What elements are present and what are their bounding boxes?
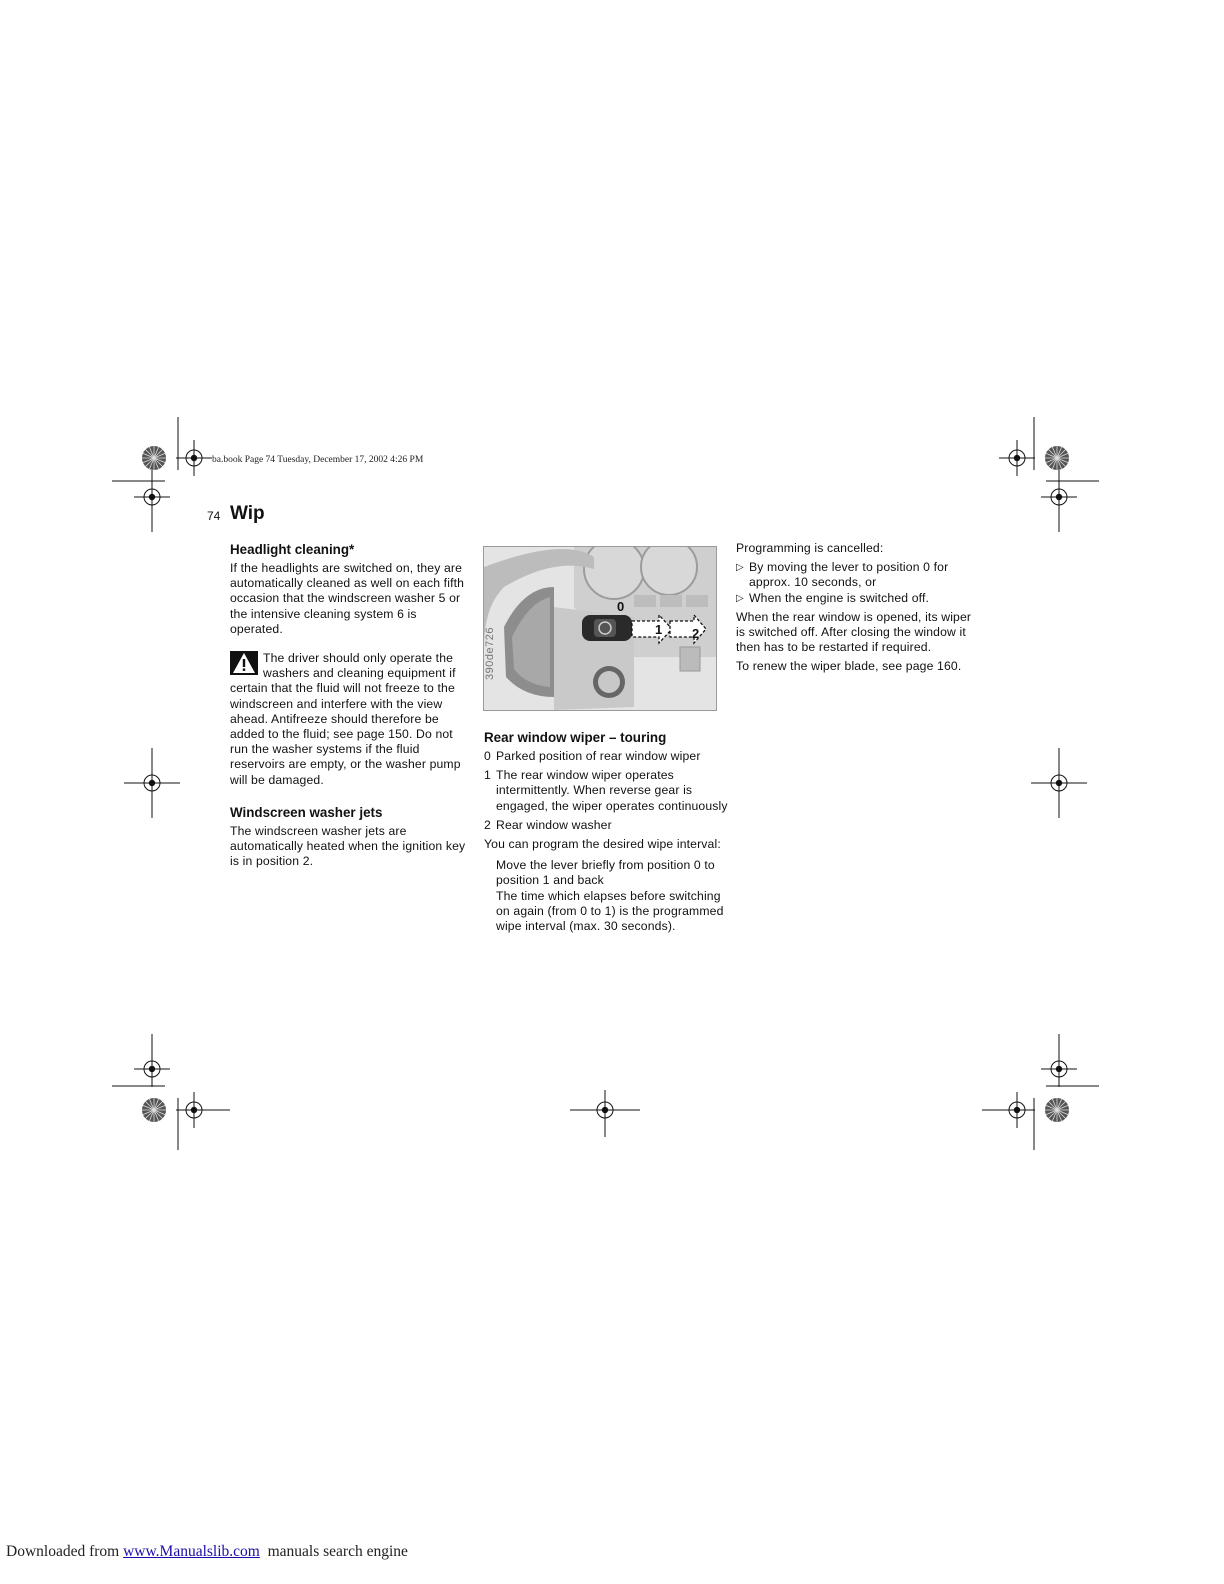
left-column	[230, 541, 472, 873]
warning-note	[230, 651, 472, 788]
program-detail: The time which elapses before switching on again (from 0 to 1) is the programmed wipe interval (max. 30 seconds).	[496, 888, 724, 934]
bullet-text: When the engine is switched off.	[749, 590, 930, 605]
right-column	[736, 541, 976, 679]
item-text: The rear window wiper operates intermittently. When reverse gear is engaged, the wiper operates continuously	[496, 768, 728, 813]
list-item	[736, 591, 976, 606]
color-bar-mark-bottom-right	[1045, 1098, 1069, 1122]
color-bar-mark-bottom-left	[142, 1098, 166, 1122]
item-number: 1	[484, 768, 491, 783]
item-text: Parked position of rear window wiper	[496, 749, 701, 763]
wiper-lever-drawing	[484, 547, 716, 710]
list-item	[484, 768, 728, 814]
washer-jets-text: The windscreen washer jets are automatically heated when the ignition key is in position 2.	[230, 823, 466, 869]
figure-code: 390de726	[484, 627, 496, 680]
list-item	[484, 749, 728, 764]
footer-suffix: manuals search engine	[259, 1543, 408, 1560]
middle-column	[484, 729, 728, 934]
warning-triangle-icon	[230, 651, 258, 675]
triangle-bullet-icon: ▷	[736, 562, 744, 574]
color-bar-mark-top-left	[142, 446, 166, 470]
program-intro: You can program the desired wipe interval:	[484, 837, 721, 852]
manualslib-link[interactable]: www.Manualslib.com	[123, 1543, 260, 1560]
list-item	[736, 560, 976, 590]
cancel-intro: Programming is cancelled:	[736, 541, 884, 555]
figure-label-2: 2	[692, 626, 700, 641]
rear-window-text: When the rear window is opened, its wiper is switched off. After closing the window it then has to be restarted if required.	[736, 609, 972, 655]
item-number: 0	[484, 749, 491, 763]
heading-windscreen-washer-jets: Windscreen washer jets	[230, 804, 383, 820]
figure-label-1: 1	[655, 622, 663, 637]
footer-prefix: Downloaded from	[6, 1543, 124, 1560]
item-number: 2	[484, 817, 491, 832]
print-header: ba.book Page 74 Tuesday, December 17, 2002 4:26 PM	[212, 455, 424, 465]
program-step: Move the lever briefly from position 0 to position 1 and back	[496, 858, 715, 888]
heading-headlight-cleaning: Headlight cleaning*	[230, 542, 355, 557]
section-title: Wip	[230, 503, 265, 524]
color-bar-mark-top-right	[1045, 446, 1069, 470]
renew-wiper-text: To renew the wiper blade, see page 160.	[736, 659, 962, 674]
heading-rear-window-wiper: Rear window wiper – touring	[484, 730, 667, 745]
warning-text: The driver should only operate the washers and cleaning equipment if certain that the fluid will not freeze to the windscreen and interfere with the view ahead. Antifreeze should therefore be added to the fluid; see page 150. Do not run the washer systems if the fluid reservoirs are empty, or the washer pump will be damaged.	[230, 651, 461, 787]
figure-label-0: 0	[617, 599, 625, 614]
list-item	[484, 818, 728, 833]
triangle-bullet-icon: ▷	[736, 592, 744, 604]
page-number: 74	[207, 509, 221, 523]
headlight-cleaning-text: If the headlights are switched on, they are automatically cleaned as well on each fifth occasion that the windscreen washer 5 or the intensive cleaning system 6 is operated.	[230, 561, 465, 636]
wiper-lever-illustration	[483, 546, 717, 711]
registration-mark-top-left	[176, 440, 212, 476]
bullet-text: By moving the lever to position 0 for approx. 10 seconds, or	[749, 560, 949, 590]
download-footer	[6, 1543, 408, 1561]
item-text: Rear window washer	[496, 817, 612, 832]
registration-mark-top-right	[999, 440, 1035, 476]
